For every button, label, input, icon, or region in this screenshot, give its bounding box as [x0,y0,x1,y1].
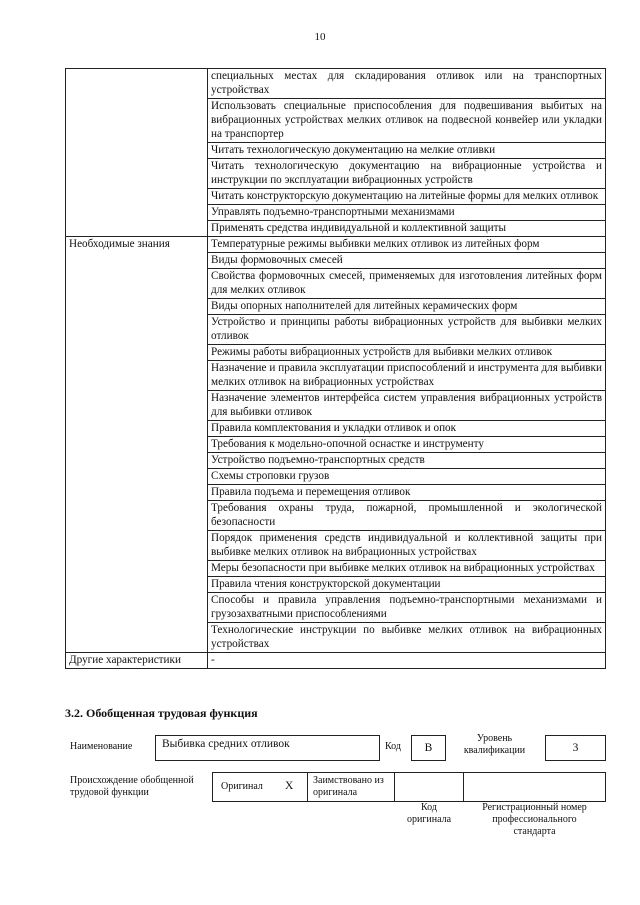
borrowed-box [307,772,395,802]
row-content: Технологические инструкции по выбивке мелких отливок на вибрационных устройствах [208,623,606,653]
row-content: Виды формовочных смесей [208,253,606,269]
origin-label [70,775,194,799]
table-row [66,237,606,253]
row-content: Виды опорных наполнителей для литейных керамических форм [208,299,606,315]
row-content: Температурные режимы выбивки мелких отливок из литейных форм [208,237,606,253]
name-value: Выбивка средних отливок [162,738,290,750]
borrowed-label-line1: Заимствовано из [313,775,384,786]
skills-knowledge-table [65,68,606,669]
row-content: Схемы строповки грузов [208,469,606,485]
original-label: Оригинал [221,781,263,792]
row-content: Читать технологическую документацию на вибрационные устройства и инструкции по эксплуатации вибрационных устройств [208,159,606,189]
row-content: Читать конструкторскую документацию на литейные формы для мелких отливок [208,189,606,205]
row-content: Свойства формовочных смесей, применяемых для изготовления литейных форм для мелких отливок [208,269,606,299]
row-content: - [208,653,606,669]
reg-number-line2: профессионального [492,814,577,825]
reg-number-line1: Регистрационный номер [482,802,587,813]
code-original-line2: оригинала [406,814,452,825]
row-content: Режимы работы вибрационных устройств для выбивки мелких отливок [208,345,606,361]
level-label-line1: Уровень [476,733,513,744]
row-content: Управлять подъемно-транспортными механизмами [208,205,606,221]
name-value-box [155,735,380,761]
origin-label-line1: Происхождение обобщенной [70,775,194,786]
row-content: Требования к модельно-опочной оснастке и инструменту [208,437,606,453]
table-row [66,653,606,669]
origin-label-line2: трудовой функции [70,787,149,798]
code-value: В [424,742,433,754]
skills-label-cell [66,69,208,237]
row-content: Правила комплектования и укладки отливок и опок [208,421,606,437]
row-content: Устройство подъемно-транспортных средств [208,453,606,469]
row-content: Назначение элементов интерфейса систем управления вибрационных устройств для выбивки отливок [208,391,606,421]
row-content: Использовать специальные приспособления для подвешивания выбитых на вибрационных устройствах мелких отливок на подвесной конвейер или укладки на транспортер [208,99,606,143]
original-mark: X [285,780,294,792]
row-content: Устройство и принципы работы вибрационных устройств для выбивки мелких отливок [208,315,606,345]
level-label-line2: квалификации [463,745,526,756]
reg-number-box [463,772,606,802]
row-content: Назначение и правила эксплуатации приспособлений и инструмента для выбивки мелких отливок на вибрационных устройствах [208,361,606,391]
row-content: Порядок применения средств индивидуальной и коллективной защиты при выбивке мелких отливок на вибрационных устройствах [208,531,606,561]
borrowed-label [313,775,384,799]
code-label: Код [385,741,401,752]
code-value-box [411,735,446,761]
code-original-box [394,772,464,802]
other-characteristics-label: Другие характеристики [66,653,208,669]
section-title: 3.2. Обобщенная трудовая функция [65,706,258,720]
reg-number-line3: стандарта [513,826,556,837]
row-content: Читать технологическую документацию на мелкие отливки [208,143,606,159]
knowledge-label: Необходимые знания [66,237,208,653]
original-box [212,772,308,802]
table-row [66,69,606,99]
row-content: специальных местах для складирования отливок или на транспортных устройствах [208,69,606,99]
row-content: Правила чтения конструкторской документации [208,577,606,593]
name-label: Наименование [70,741,133,752]
code-original-caption [394,802,464,826]
row-content: Меры безопасности при выбивке мелких отливок на вибрационных устройствах [208,561,606,577]
row-content: Применять средства индивидуальной и коллективной защиты [208,221,606,237]
code-original-line1: Код [421,802,437,813]
borrowed-label-line2: оригинала [313,787,358,798]
level-value: 3 [572,742,579,754]
row-content: Правила подъема и перемещения отливок [208,485,606,501]
level-value-box [545,735,606,761]
row-content: Способы и правила управления подъемно-транспортными механизмами и грузозахватными приспособлениями [208,593,606,623]
reg-number-caption [463,802,606,838]
level-label [452,733,537,757]
page-number: 10 [314,31,326,43]
row-content: Требования охраны труда, пожарной, промышленной и экологической безопасности [208,501,606,531]
